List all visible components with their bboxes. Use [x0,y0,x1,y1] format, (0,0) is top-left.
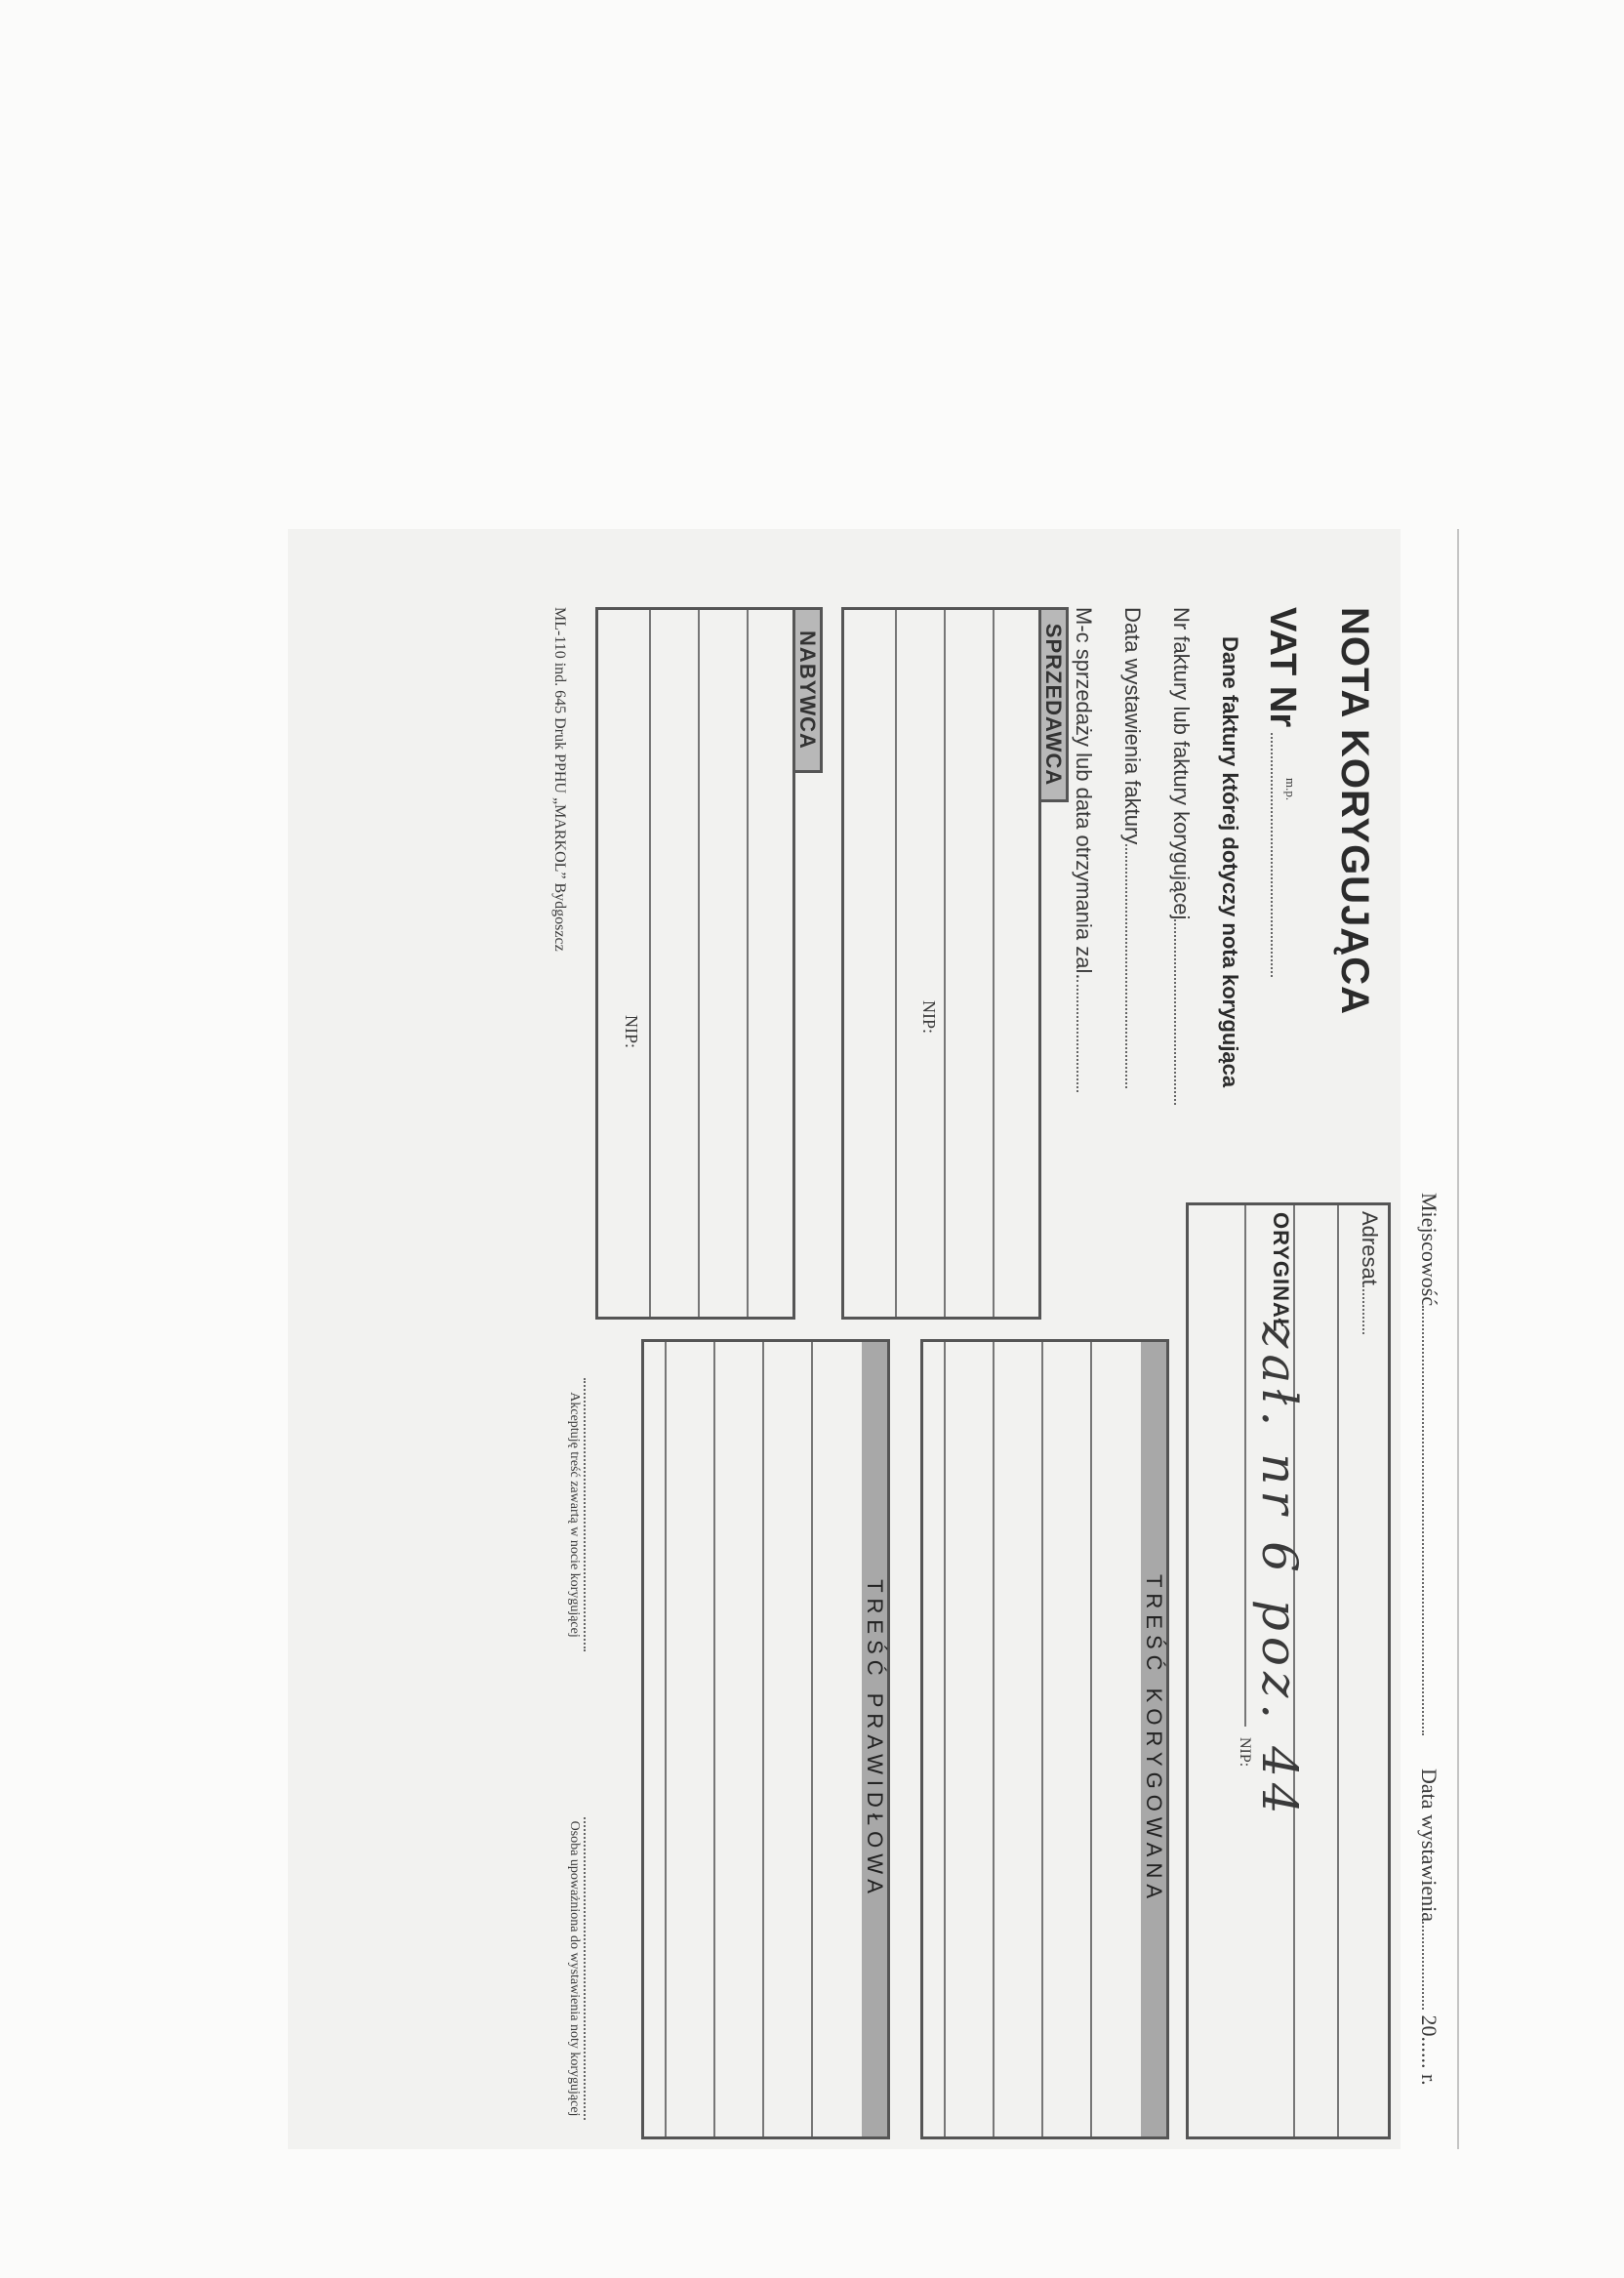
correct-content-header: TREŚĆ PRAWIDŁOWA [862,1342,887,2136]
buyer-nip-label: NIP: [622,1015,641,1049]
seller-tab: SPRZEDAWCA [1039,607,1069,802]
invoice-number-field[interactable]: Nr faktury lub faktury korygującej [1168,607,1194,1105]
print-info: ML-110 ind. 645 Druk PPHU „MARKOL” Bydgoszcz [551,607,568,952]
addressee-nip-label: NIP: [1237,1737,1253,1768]
corrected-content-header: TREŚĆ KORYGOWANA [1141,1342,1166,2136]
vat-number-label: VAT Nr [1261,607,1303,977]
addressee-box[interactable] [1186,1202,1391,2139]
seller-nip-label: NIP: [919,1000,939,1035]
form-title: NOTA KORYGUJĄCA [1333,607,1376,1015]
correct-content-box[interactable] [641,1339,890,2139]
addressee-label: Adresat [1357,1211,1382,1334]
sale-date-field[interactable]: M-c sprzedaży lub data otrzymania zal. [1071,607,1096,1092]
copy-label: ORYGINAŁ [1269,1212,1293,1333]
invoice-section-heading: Dane faktury której dotyczy nota korygująca [1218,636,1242,1088]
invoice-date-field[interactable]: Data wystawienia faktury [1119,607,1145,1088]
seller-box[interactable] [841,607,1041,1320]
authorized-signature[interactable]: Osoba upoważniona do wystawienia noty korygującej [567,1817,586,2120]
buyer-tab: NABYWCA [793,607,823,773]
form-edge-line [1457,529,1459,2149]
correction-note-form [288,529,1441,2149]
place-field[interactable]: Miejscowość [1416,1193,1441,1735]
issue-date-field[interactable]: Data wystawienia 20...... r. [1417,1769,1441,2086]
accept-signature[interactable]: Akceptuję treść zawartą w nocie korygującej [567,1378,586,1651]
stamp-place-label: m.p. [1283,778,1298,801]
buyer-box[interactable] [595,607,795,1320]
handwritten-annotation: zał. nr 6 poz. 44 [1251,1322,1308,1820]
corrected-content-box[interactable] [920,1339,1169,2139]
